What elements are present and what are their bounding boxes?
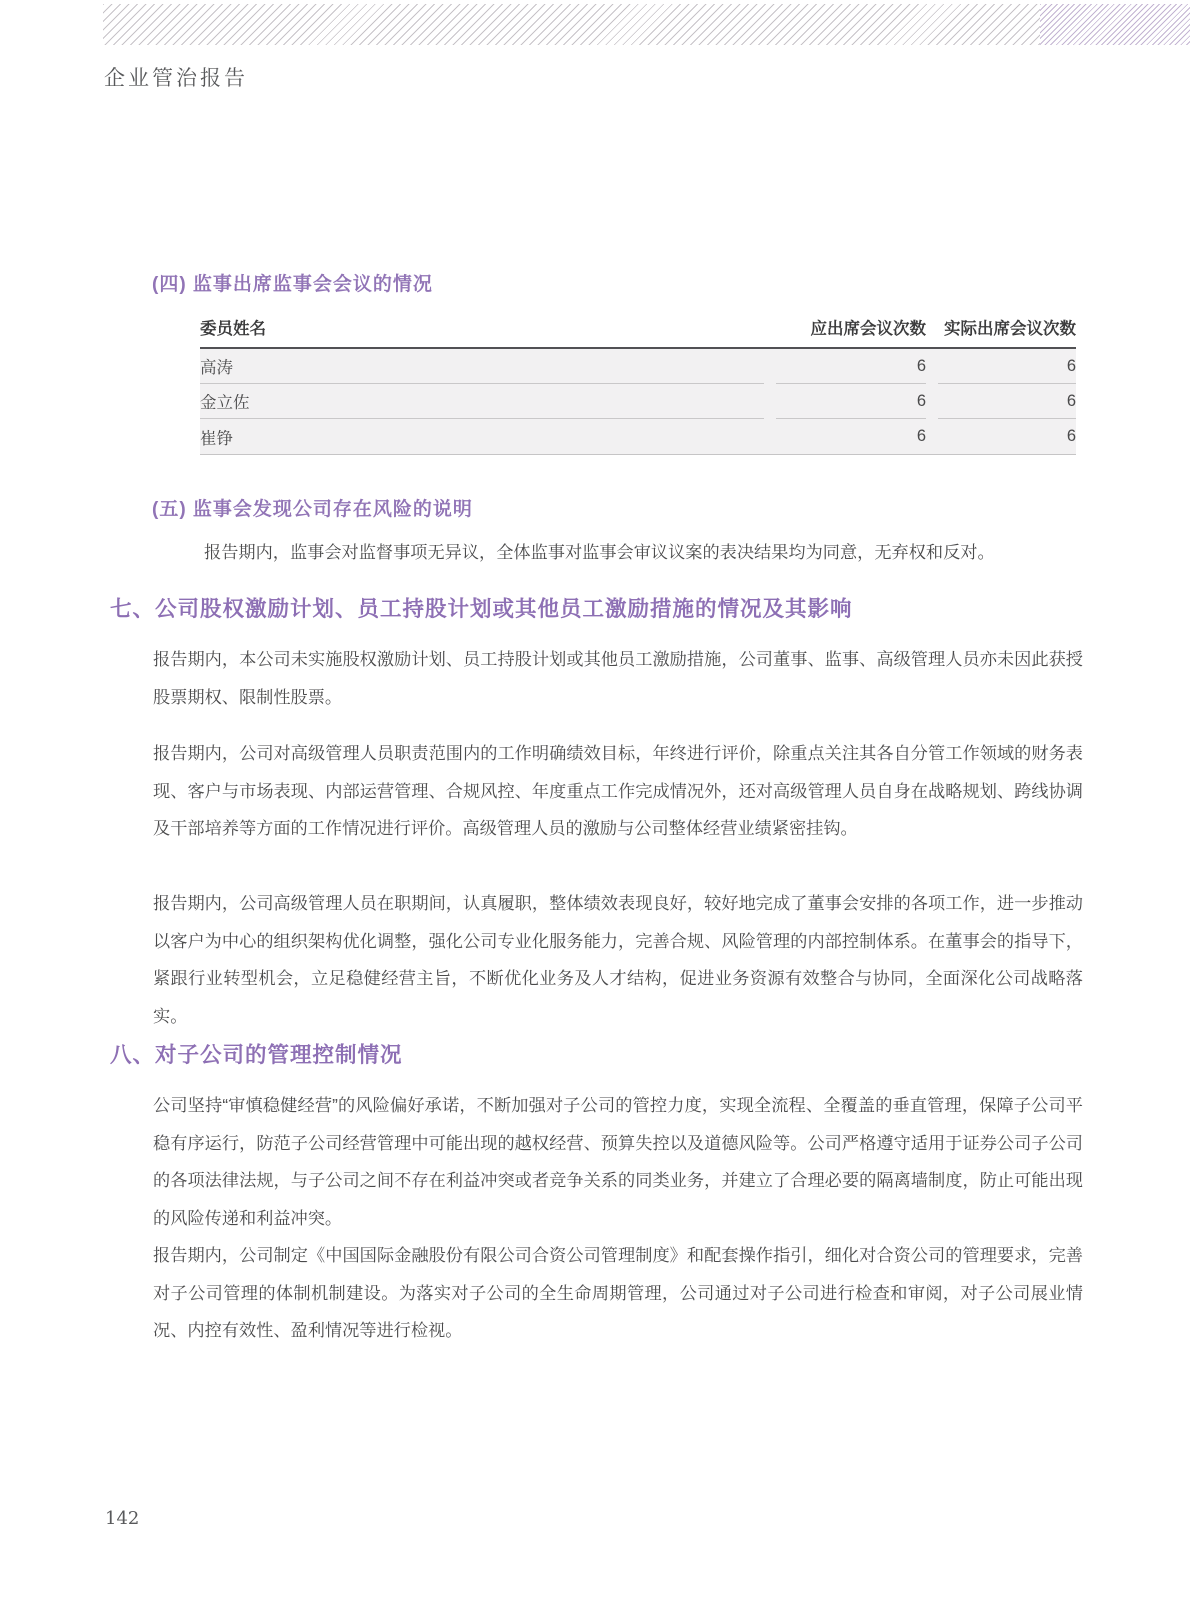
cell-member-name: 金立佐 (200, 384, 764, 419)
cell-required-meetings: 6 (776, 384, 926, 419)
table-body (200, 347, 1076, 455)
section7-paragraph-3: 报告期内，公司高级管理人员在职期间，认真履职，整体绩效表现良好，较好地完成了董事会安排的各项工作，进一步推动以客户为中心的组织架构优化调整，强化公司专业化服务能力，完善合规、风险管理的内部控制体系。在董事会的指导下，紧跟行业转型机会，立足稳健经营主旨，不断优化业务及人才结构，促进业务资源有效整合与协同，全面深化公司战略落实。 (153, 893, 1083, 1026)
section8-paragraph-2: 报告期内，公司制定《中国国际金融股份有限公司合资公司管理制度》和配套操作指引，细化对合资公司的管理要求，完善对子公司管理的体制机制建设。为落实对子公司的全生命周期管理，公司通过对子公司进行检查和审阅，对子公司展业情况、内控有效性、盈利情况等进行检视。 (153, 1245, 1083, 1340)
cell-required-meetings: 6 (916, 427, 926, 445)
table-row (200, 349, 1076, 384)
section-heading-5: (五) 监事会发现公司存在风险的说明 (152, 499, 473, 520)
table-header-row (200, 307, 1076, 347)
section-heading-8: 八、对子公司的管理控制情况 (110, 1043, 403, 1067)
cell-required-meetings: 6 (776, 349, 926, 384)
table-row (200, 384, 1076, 419)
cell-member-name: 高涛 (200, 349, 764, 384)
cell-member-name: 崔铮 (200, 429, 233, 448)
cell-actual-meetings: 6 (1066, 427, 1076, 445)
page-header-title: 企业管治报告 (104, 66, 248, 90)
section5-paragraph: 报告期内，监事会对监督事项无异议，全体监事对监事会审议议案的表决结果均为同意，无弃权和反对。 (204, 542, 995, 562)
column-header-name: 委员姓名 (200, 320, 266, 338)
section-heading-4: (四) 监事出席监事会会议的情况 (152, 274, 433, 295)
cell-actual-meetings: 6 (938, 384, 1076, 419)
hatched-banner-decoration (103, 4, 1190, 45)
section7-paragraph-1: 报告期内，本公司未实施股权激励计划、员工持股计划或其他员工激励措施，公司董事、监事、高级管理人员亦未因此获授股票期权、限制性股票。 (153, 649, 1083, 707)
page-number: 142 (105, 1508, 140, 1529)
column-header-required-meetings: 应出席会议次数 (810, 320, 926, 338)
section8-paragraph-1: 公司坚持“审慎稳健经营”的风险偏好承诺，不断加强对子公司的管控力度，实现全流程、全覆盖的垂直管理，保障子公司平稳有序运行，防范子公司经营管理中可能出现的越权经营、预算失控以及道德风险等。公司严格遵守适用于证券公司子公司的各项法律法规，与子公司之间不存在利益冲突或者竞争关系的同类业务，并建立了合理必要的隔离墙制度，防止可能出现的风险传递和利益冲突。 (153, 1095, 1083, 1228)
cell-actual-meetings: 6 (938, 349, 1076, 384)
supervisor-attendance-table (200, 307, 1076, 455)
section7-paragraph-2: 报告期内，公司对高级管理人员职责范围内的工作明确绩效目标，年终进行评价，除重点关注其各自分管工作领域的财务表现、客户与市场表现、内部运营管理、合规风控、年度重点工作完成情况外，还对高级管理人员自身在战略规划、跨线协调及干部培养等方面的工作情况进行评价。高级管理人员的激励与公司整体经营业绩紧密挂钩。 (153, 743, 1083, 838)
column-header-actual-meetings: 实际出席会议次数 (944, 320, 1076, 338)
table-row (200, 419, 1076, 454)
section-heading-7: 七、公司股权激励计划、员工持股计划或其他员工激励措施的情况及其影响 (110, 597, 853, 621)
